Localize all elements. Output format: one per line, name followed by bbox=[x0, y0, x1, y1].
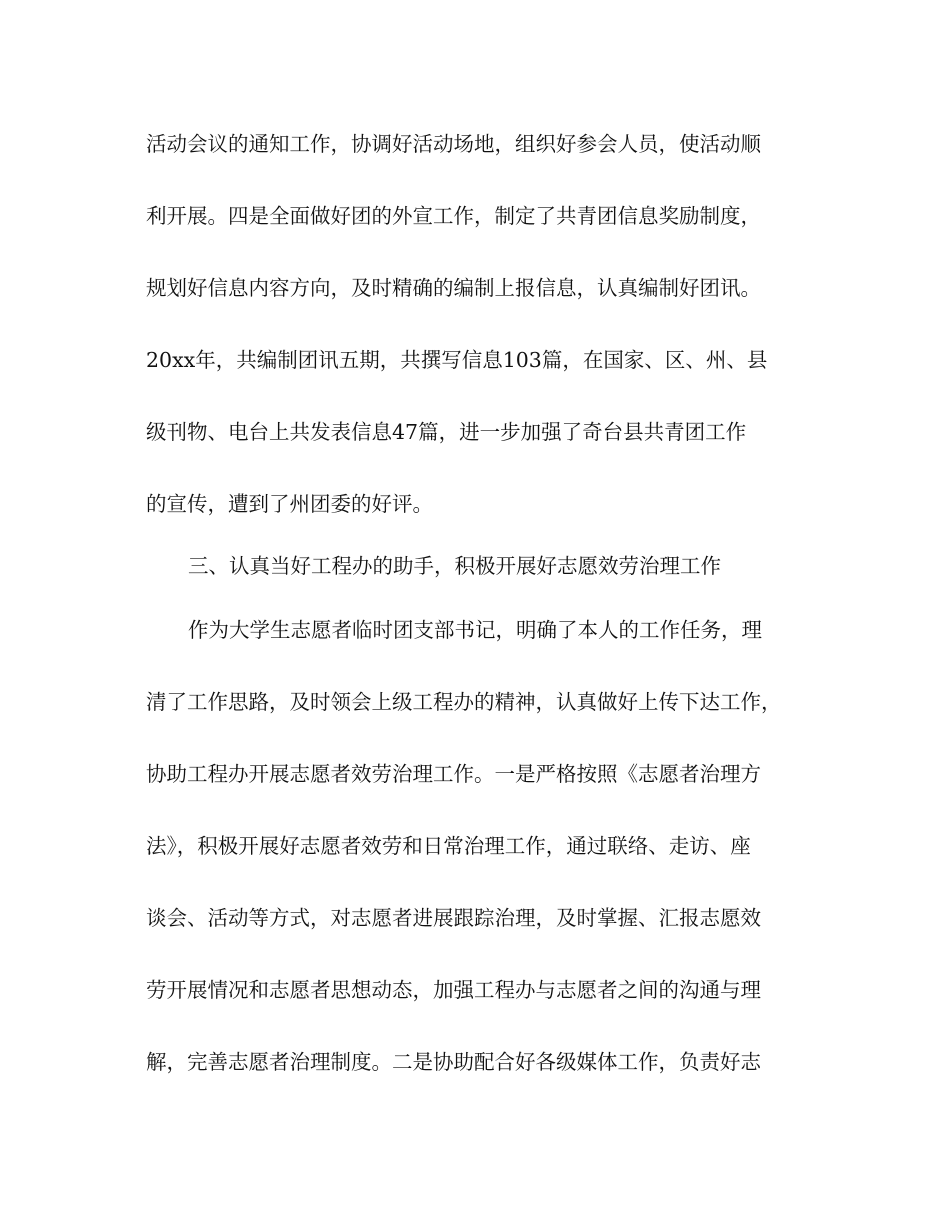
body-text-line: 劳开展情况和志愿者思想动态，加强工程办与志愿者之间的沟通与理 bbox=[146, 978, 761, 1002]
body-text-line: 规划好信息内容方向，及时精确的编制上报信息，认真编制好团讯。 bbox=[146, 276, 761, 300]
body-text-line: 法》，积极开展好志愿者效劳和日常治理工作，通过联络、走访、座 bbox=[146, 834, 751, 858]
body-text-line: 谈会、活动等方式，对志愿者进展跟踪治理，及时掌握、汇报志愿效 bbox=[146, 906, 761, 930]
body-text-line: 级刊物、电台上共发表信息47篇，进一步加强了奇台县共青团工作 bbox=[146, 420, 747, 444]
body-text-line: 清了工作思路，及时领会上级工程办的精神，认真做好上传下达工作， bbox=[146, 690, 782, 714]
body-text-line: 活动会议的通知工作，协调好活动场地，组织好参会人员，使活动顺 bbox=[146, 132, 761, 156]
body-text-line: 解，完善志愿者治理制度。二是协助配合好各级媒体工作，负责好志 bbox=[146, 1050, 761, 1074]
section-heading: 三、认真当好工程办的助手，积极开展好志愿效劳治理工作 bbox=[188, 554, 721, 578]
body-text-line: 利开展。四是全面做好团的外宣工作，制定了共青团信息奖励制度， bbox=[146, 204, 761, 228]
body-text-line: 的宣传，遭到了州团委的好评。 bbox=[146, 492, 433, 516]
paragraph-first-line: 作为大学生志愿者临时团支部书记，明确了本人的工作任务，理 bbox=[188, 618, 762, 642]
body-text-line: 协助工程办开展志愿者效劳治理工作。一是严格按照《志愿者治理方 bbox=[146, 762, 761, 786]
body-text-line: 20xx年，共编制团讯五期，共撰写信息103篇，在国家、区、州、县 bbox=[146, 348, 768, 372]
